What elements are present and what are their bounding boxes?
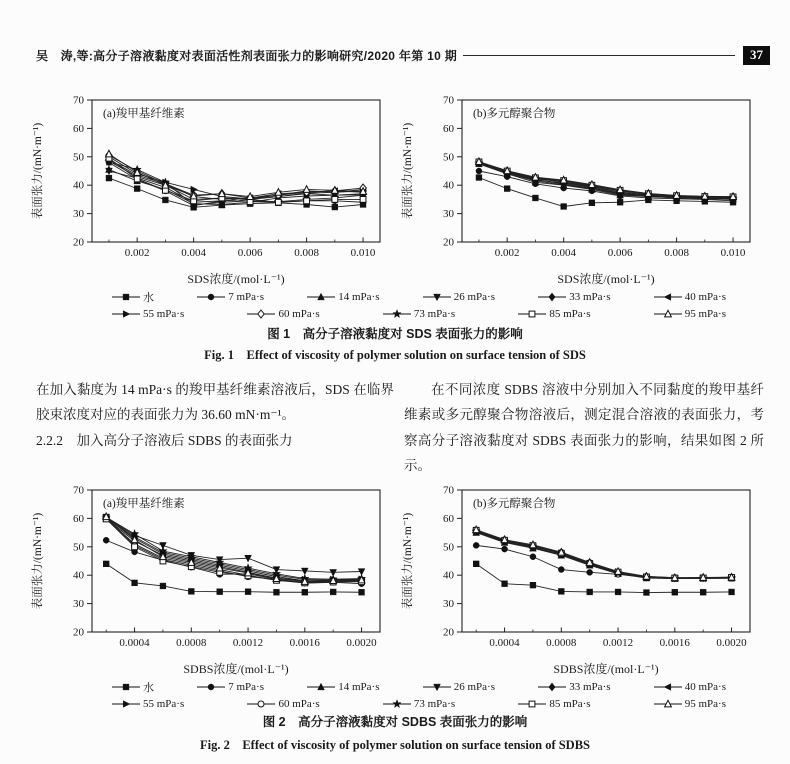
legend-item — [538, 289, 610, 305]
legend-item — [423, 679, 495, 695]
svg-text:0.0012: 0.0012 — [602, 637, 634, 649]
legend-label: 26 mPa·s — [453, 291, 495, 303]
legend-row — [112, 308, 726, 320]
triangle-right-marker-icon — [112, 309, 140, 319]
svg-text:(a)羧甲基纤维素: (a)羧甲基纤维素 — [103, 108, 185, 120]
legend-item — [538, 679, 610, 695]
triangle-right-marker-icon — [112, 699, 140, 709]
page-number-badge: 37 — [743, 46, 770, 65]
svg-text:20: 20 — [443, 236, 454, 249]
legend-row — [112, 289, 726, 305]
legend-label: 水 — [143, 682, 154, 694]
svg-text:0.002: 0.002 — [494, 247, 520, 259]
legend-label: 33 mPa·s — [569, 681, 611, 693]
triangle-down-marker-icon — [423, 682, 451, 692]
legend-label: 26 mPa·s — [453, 681, 495, 693]
legend-label: 55 mPa·s — [143, 308, 185, 320]
svg-text:0.0008: 0.0008 — [176, 637, 207, 649]
svg-text:50: 50 — [73, 151, 84, 164]
legend-item — [383, 308, 455, 320]
running-head: 吴 涛,等:高分子溶液黏度对表面活性剂表面张力的影响研究/2020 年第 10 期 — [36, 49, 458, 63]
svg-text:40: 40 — [443, 179, 454, 192]
svg-text:0.0016: 0.0016 — [289, 637, 320, 649]
legend-label: 14 mPa·s — [338, 681, 380, 693]
legend-item — [247, 698, 319, 710]
svg-text:60: 60 — [443, 512, 454, 525]
legend-item — [112, 698, 184, 710]
figure2-caption-en: Fig. 2 Effect of viscosity of polymer solution on surface tension of SDBS — [199, 738, 591, 752]
svg-text:(b)多元醇聚合物: (b)多元醇聚合物 — [473, 498, 556, 510]
legend-label: 73 mPa·s — [413, 698, 456, 710]
chart-svg-fig1b — [398, 92, 763, 288]
svg-text:50: 50 — [73, 541, 84, 554]
legend-label: 60 mPa·s — [278, 698, 320, 710]
svg-text:30: 30 — [443, 598, 454, 611]
svg-text:60: 60 — [73, 512, 84, 525]
paragraph-sdbs-intro: 在不同浓度 SDBS 溶液中分别加入不同黏度的羧甲基纤维素或多元醇聚合物溶液后，测定混合溶液的表面张力，考察高分子溶液黏度对 SDBS 表面张力的影响，结果如图 2 所示。 — [404, 382, 764, 474]
legend-label: 40 mPa·s — [684, 291, 726, 303]
svg-text:0.0008: 0.0008 — [546, 637, 577, 649]
figure1-caption-cn: 图 1 高分子溶液黏度对 SDS 表面张力的影响 — [267, 327, 523, 341]
svg-text:20: 20 — [73, 626, 84, 639]
legend-item — [518, 308, 590, 320]
diamond-marker-icon — [538, 292, 566, 302]
svg-text:30: 30 — [73, 208, 84, 221]
legend-label: 85 mPa·s — [549, 698, 591, 710]
legend-row — [112, 698, 726, 710]
svg-text:0.0004: 0.0004 — [489, 637, 520, 649]
svg-text:70: 70 — [73, 94, 84, 107]
svg-text:70: 70 — [73, 484, 84, 497]
svg-text:0.008: 0.008 — [664, 247, 689, 259]
paragraph-sds-result: 在加入黏度为 14 mPa·s 的羧甲基纤维素溶液后，SDS 在临界胶束浓度对应的表面张力为 36.60 mN·m⁻¹。 — [36, 382, 394, 423]
svg-text:表面张力/(mN·m⁻¹): 表面张力/(mN·m⁻¹) — [32, 122, 44, 220]
triangle-up-open-marker-icon — [654, 699, 682, 709]
legend-item — [112, 289, 154, 305]
legend-item — [383, 698, 455, 710]
legend-item — [654, 679, 726, 695]
svg-text:0.004: 0.004 — [551, 247, 577, 259]
chart-fig1b-sds-polyol — [398, 92, 763, 288]
header-rule — [463, 55, 735, 56]
body-column-right — [404, 377, 764, 479]
square-marker-icon — [112, 292, 140, 302]
triangle-down-marker-icon — [423, 292, 451, 302]
legend-item — [112, 308, 184, 320]
legend-label: 95 mPa·s — [684, 698, 726, 710]
svg-text:0.006: 0.006 — [607, 247, 633, 259]
svg-text:40: 40 — [73, 179, 84, 192]
legend-label: 95 mPa·s — [684, 308, 726, 320]
triangle-up-open-marker-icon — [654, 309, 682, 319]
legend-item — [197, 679, 264, 695]
legend-label: 7 mPa·s — [228, 681, 264, 693]
legend-item — [423, 289, 495, 305]
svg-text:40: 40 — [443, 569, 454, 582]
svg-text:50: 50 — [443, 151, 454, 164]
svg-text:30: 30 — [443, 208, 454, 221]
svg-text:40: 40 — [73, 569, 84, 582]
diamond-marker-icon — [538, 682, 566, 692]
legend-row — [112, 679, 726, 695]
svg-text:0.0016: 0.0016 — [659, 637, 690, 649]
svg-text:0.0020: 0.0020 — [346, 637, 377, 649]
legend-label: 33 mPa·s — [569, 291, 611, 303]
circle-marker-icon — [197, 292, 225, 302]
legend-item — [247, 308, 319, 320]
star-marker-icon — [383, 699, 411, 709]
legend-label: 14 mPa·s — [338, 291, 380, 303]
body-column-left — [36, 377, 394, 453]
legend-item — [654, 698, 726, 710]
legend-label: 水 — [143, 292, 154, 304]
star-marker-icon — [383, 309, 411, 319]
chart-fig1a-sds-cmc — [28, 92, 393, 288]
svg-text:SDS浓度/(mol·L⁻¹): SDS浓度/(mol·L⁻¹) — [187, 272, 285, 286]
chart-fig2a-sdbs-cmc — [28, 482, 393, 678]
circle-open-marker-icon — [247, 699, 275, 709]
svg-text:(a)羧甲基纤维素: (a)羧甲基纤维素 — [103, 498, 185, 510]
figure1-legend — [112, 289, 726, 323]
svg-text:60: 60 — [73, 122, 84, 135]
svg-text:0.0004: 0.0004 — [119, 637, 150, 649]
triangle-left-marker-icon — [654, 292, 682, 302]
chart-svg-fig2a — [28, 482, 393, 678]
chart-svg-fig1a — [28, 92, 393, 288]
section-heading-222: 2.2.2 加入高分子溶液后 SDBS 的表面张力 — [36, 432, 293, 448]
page-header — [36, 46, 770, 65]
svg-text:表面张力/(mN·m⁻¹): 表面张力/(mN·m⁻¹) — [402, 512, 414, 610]
svg-text:SDBS浓度/(mol·L⁻¹): SDBS浓度/(mol·L⁻¹) — [183, 662, 289, 676]
svg-text:60: 60 — [443, 122, 454, 135]
svg-text:30: 30 — [73, 598, 84, 611]
svg-text:0.002: 0.002 — [124, 247, 150, 259]
svg-text:SDS浓度/(mol·L⁻¹): SDS浓度/(mol·L⁻¹) — [557, 272, 655, 286]
legend-label: 40 mPa·s — [684, 681, 726, 693]
svg-text:0.010: 0.010 — [720, 247, 746, 259]
svg-text:20: 20 — [73, 236, 84, 249]
svg-text:70: 70 — [443, 484, 454, 497]
svg-text:70: 70 — [443, 94, 454, 107]
diamond-open-marker-icon — [247, 309, 275, 319]
triangle-up-marker-icon — [307, 292, 335, 302]
legend-label: 7 mPa·s — [228, 291, 264, 303]
figure2-caption-cn: 图 2 高分子溶液黏度对 SDBS 表面张力的影响 — [262, 715, 528, 729]
triangle-up-marker-icon — [307, 682, 335, 692]
circle-marker-icon — [197, 682, 225, 692]
legend-label: 55 mPa·s — [143, 698, 185, 710]
svg-text:0.0020: 0.0020 — [716, 637, 747, 649]
chart-svg-fig2b — [398, 482, 763, 678]
legend-item — [112, 679, 154, 695]
triangle-left-marker-icon — [654, 682, 682, 692]
legend-item — [197, 289, 264, 305]
figure2-legend — [112, 679, 726, 713]
legend-item — [654, 289, 726, 305]
square-marker-icon — [112, 682, 140, 692]
svg-text:表面张力/(mN·m⁻¹): 表面张力/(mN·m⁻¹) — [32, 512, 44, 610]
svg-text:表面张力/(mN·m⁻¹): 表面张力/(mN·m⁻¹) — [402, 122, 414, 220]
svg-text:SDBS浓度/(mol·L⁻¹): SDBS浓度/(mol·L⁻¹) — [553, 662, 659, 676]
svg-text:0.006: 0.006 — [237, 247, 263, 259]
legend-label: 73 mPa·s — [413, 308, 456, 320]
square-open-marker-icon — [518, 699, 546, 709]
svg-text:(b)多元醇聚合物: (b)多元醇聚合物 — [473, 108, 556, 120]
legend-item — [654, 308, 726, 320]
svg-text:50: 50 — [443, 541, 454, 554]
legend-label: 85 mPa·s — [549, 308, 591, 320]
svg-text:0.004: 0.004 — [181, 247, 207, 259]
figure1-caption-en: Fig. 1 Effect of viscosity of polymer solution on surface tension of SDS — [204, 348, 586, 362]
svg-text:0.0012: 0.0012 — [232, 637, 264, 649]
svg-text:0.008: 0.008 — [294, 247, 319, 259]
square-open-marker-icon — [518, 309, 546, 319]
chart-fig2b-sdbs-polyol — [398, 482, 763, 678]
svg-text:0.010: 0.010 — [350, 247, 376, 259]
legend-item — [518, 698, 590, 710]
svg-text:20: 20 — [443, 626, 454, 639]
legend-item — [307, 289, 379, 305]
legend-label: 60 mPa·s — [278, 308, 320, 320]
legend-item — [307, 679, 379, 695]
